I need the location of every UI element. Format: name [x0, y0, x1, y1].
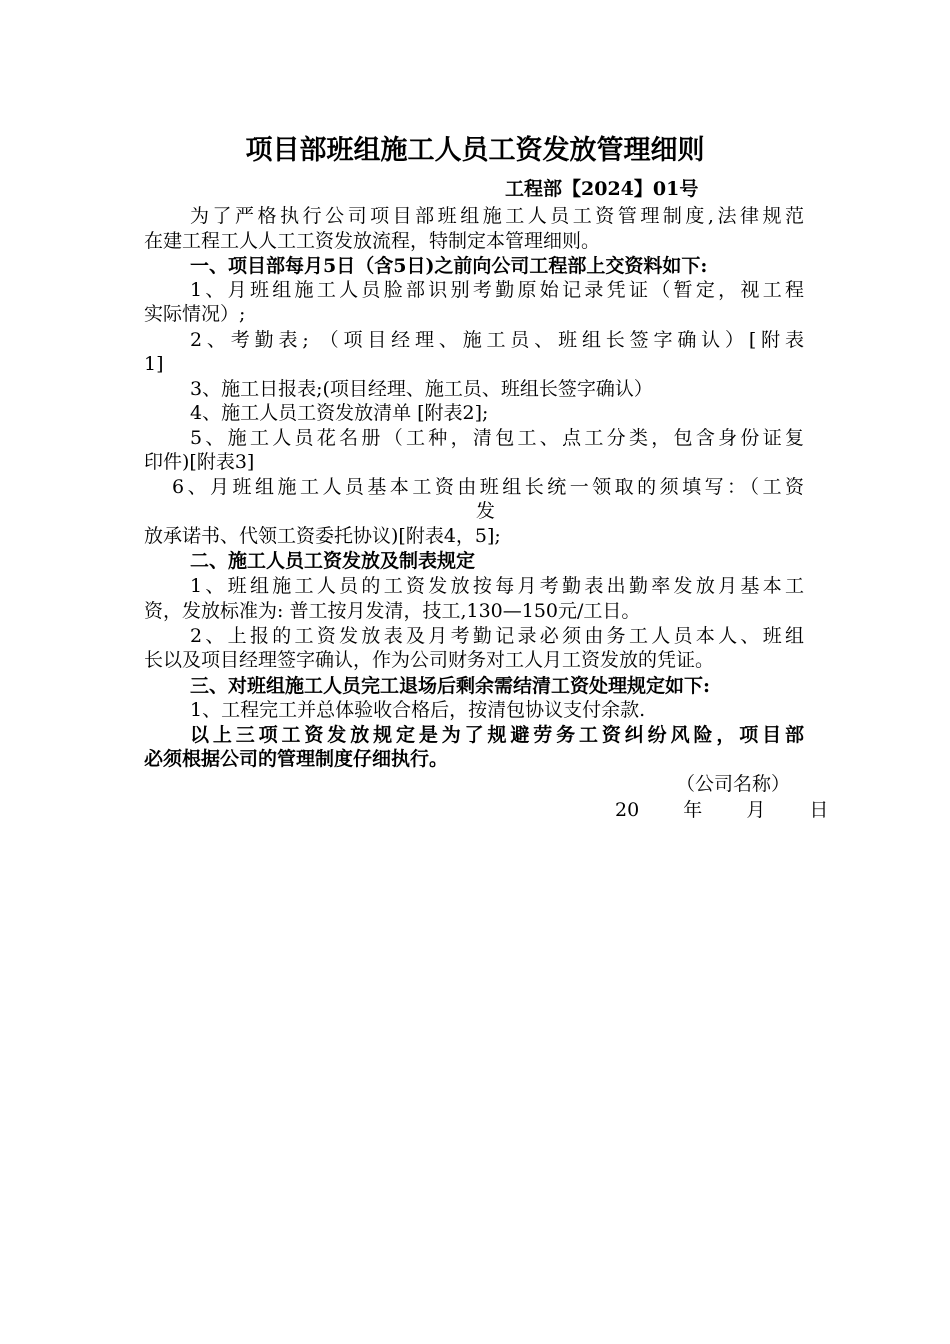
section1-item3: 3、施工日报表;(项目经理、施工员、班组长签字确认） [190, 378, 653, 400]
document-number: 工程部【2024】01号 [505, 178, 699, 200]
section2-heading: 二、施工人员工资发放及制表规定 [190, 550, 476, 572]
section1-item5-line1: 5、施工人员花名册（工种，清包工、点工分类，包含身份证复 [190, 427, 804, 449]
signature-date: 20 年 月 日 [615, 799, 829, 821]
section2-item1-line1: 1、班组施工人员的工资发放按每月考勤表出勤率发放月基本工 [190, 575, 804, 597]
section3-heading: 三、对班组施工人员完工退场后剩余需结清工资处理规定如下: [190, 675, 711, 697]
section3-item1: 1、工程完工并总体验收合格后，按清包协议支付余款. [190, 699, 646, 721]
section1-item4: 4、施工人员工资发放清单 [附表2]; [190, 402, 489, 424]
closing-line-2: 必须根据公司的管理制度仔细执行。 [144, 748, 449, 770]
section1-item6-line3: 放承诺书、代领工资委托协议)[附表4，5]; [144, 525, 501, 547]
section1-item1-line2: 实际情况）; [144, 303, 246, 325]
signature-company: （公司名称） [676, 773, 791, 795]
section1-item2-line1: 2、考勤表; （项目经理、施工员、班组长签字确认）[附表 [190, 329, 804, 351]
section1-item1-line1: 1、月班组施工人员脸部识别考勤原始记录凭证（暂定，视工程 [190, 279, 804, 301]
section1-item2-line2: 1] [144, 353, 164, 375]
section1-item6-line1: 6、月班组施工人员基本工资由班组长统一领取的须填写：（工资 [172, 476, 804, 498]
section1-item6-line2: 发 [476, 500, 496, 522]
section1-heading: 一、项目部每月5日（含5日)之前向公司工程部上交资料如下: [190, 255, 708, 277]
intro-line-1: 为了严格执行公司项目部班组施工人员工资管理制度,法律规范 [190, 205, 804, 227]
section2-item2-line1: 2、上报的工资发放表及月考勤记录必须由务工人员本人、班组 [190, 625, 804, 647]
intro-line-2: 在建工程工人人工工资发放流程，特制定本管理细则。 [144, 230, 601, 252]
closing-line-1: 以上三项工资发放规定是为了规避劳务工资纠纷风险，项目部 [190, 724, 804, 746]
document-title: 项目部班组施工人员工资发放管理细则 [245, 135, 705, 166]
section1-item5-line2: 印件)[附表3] [144, 451, 255, 473]
section2-item2-line2: 长以及项目经理签字确认，作为公司财务对工人月工资发放的凭证。 [144, 649, 715, 671]
section2-item1-line2: 资，发放标准为: 普工按月发清，技工,130—150元/工日。 [144, 600, 641, 622]
